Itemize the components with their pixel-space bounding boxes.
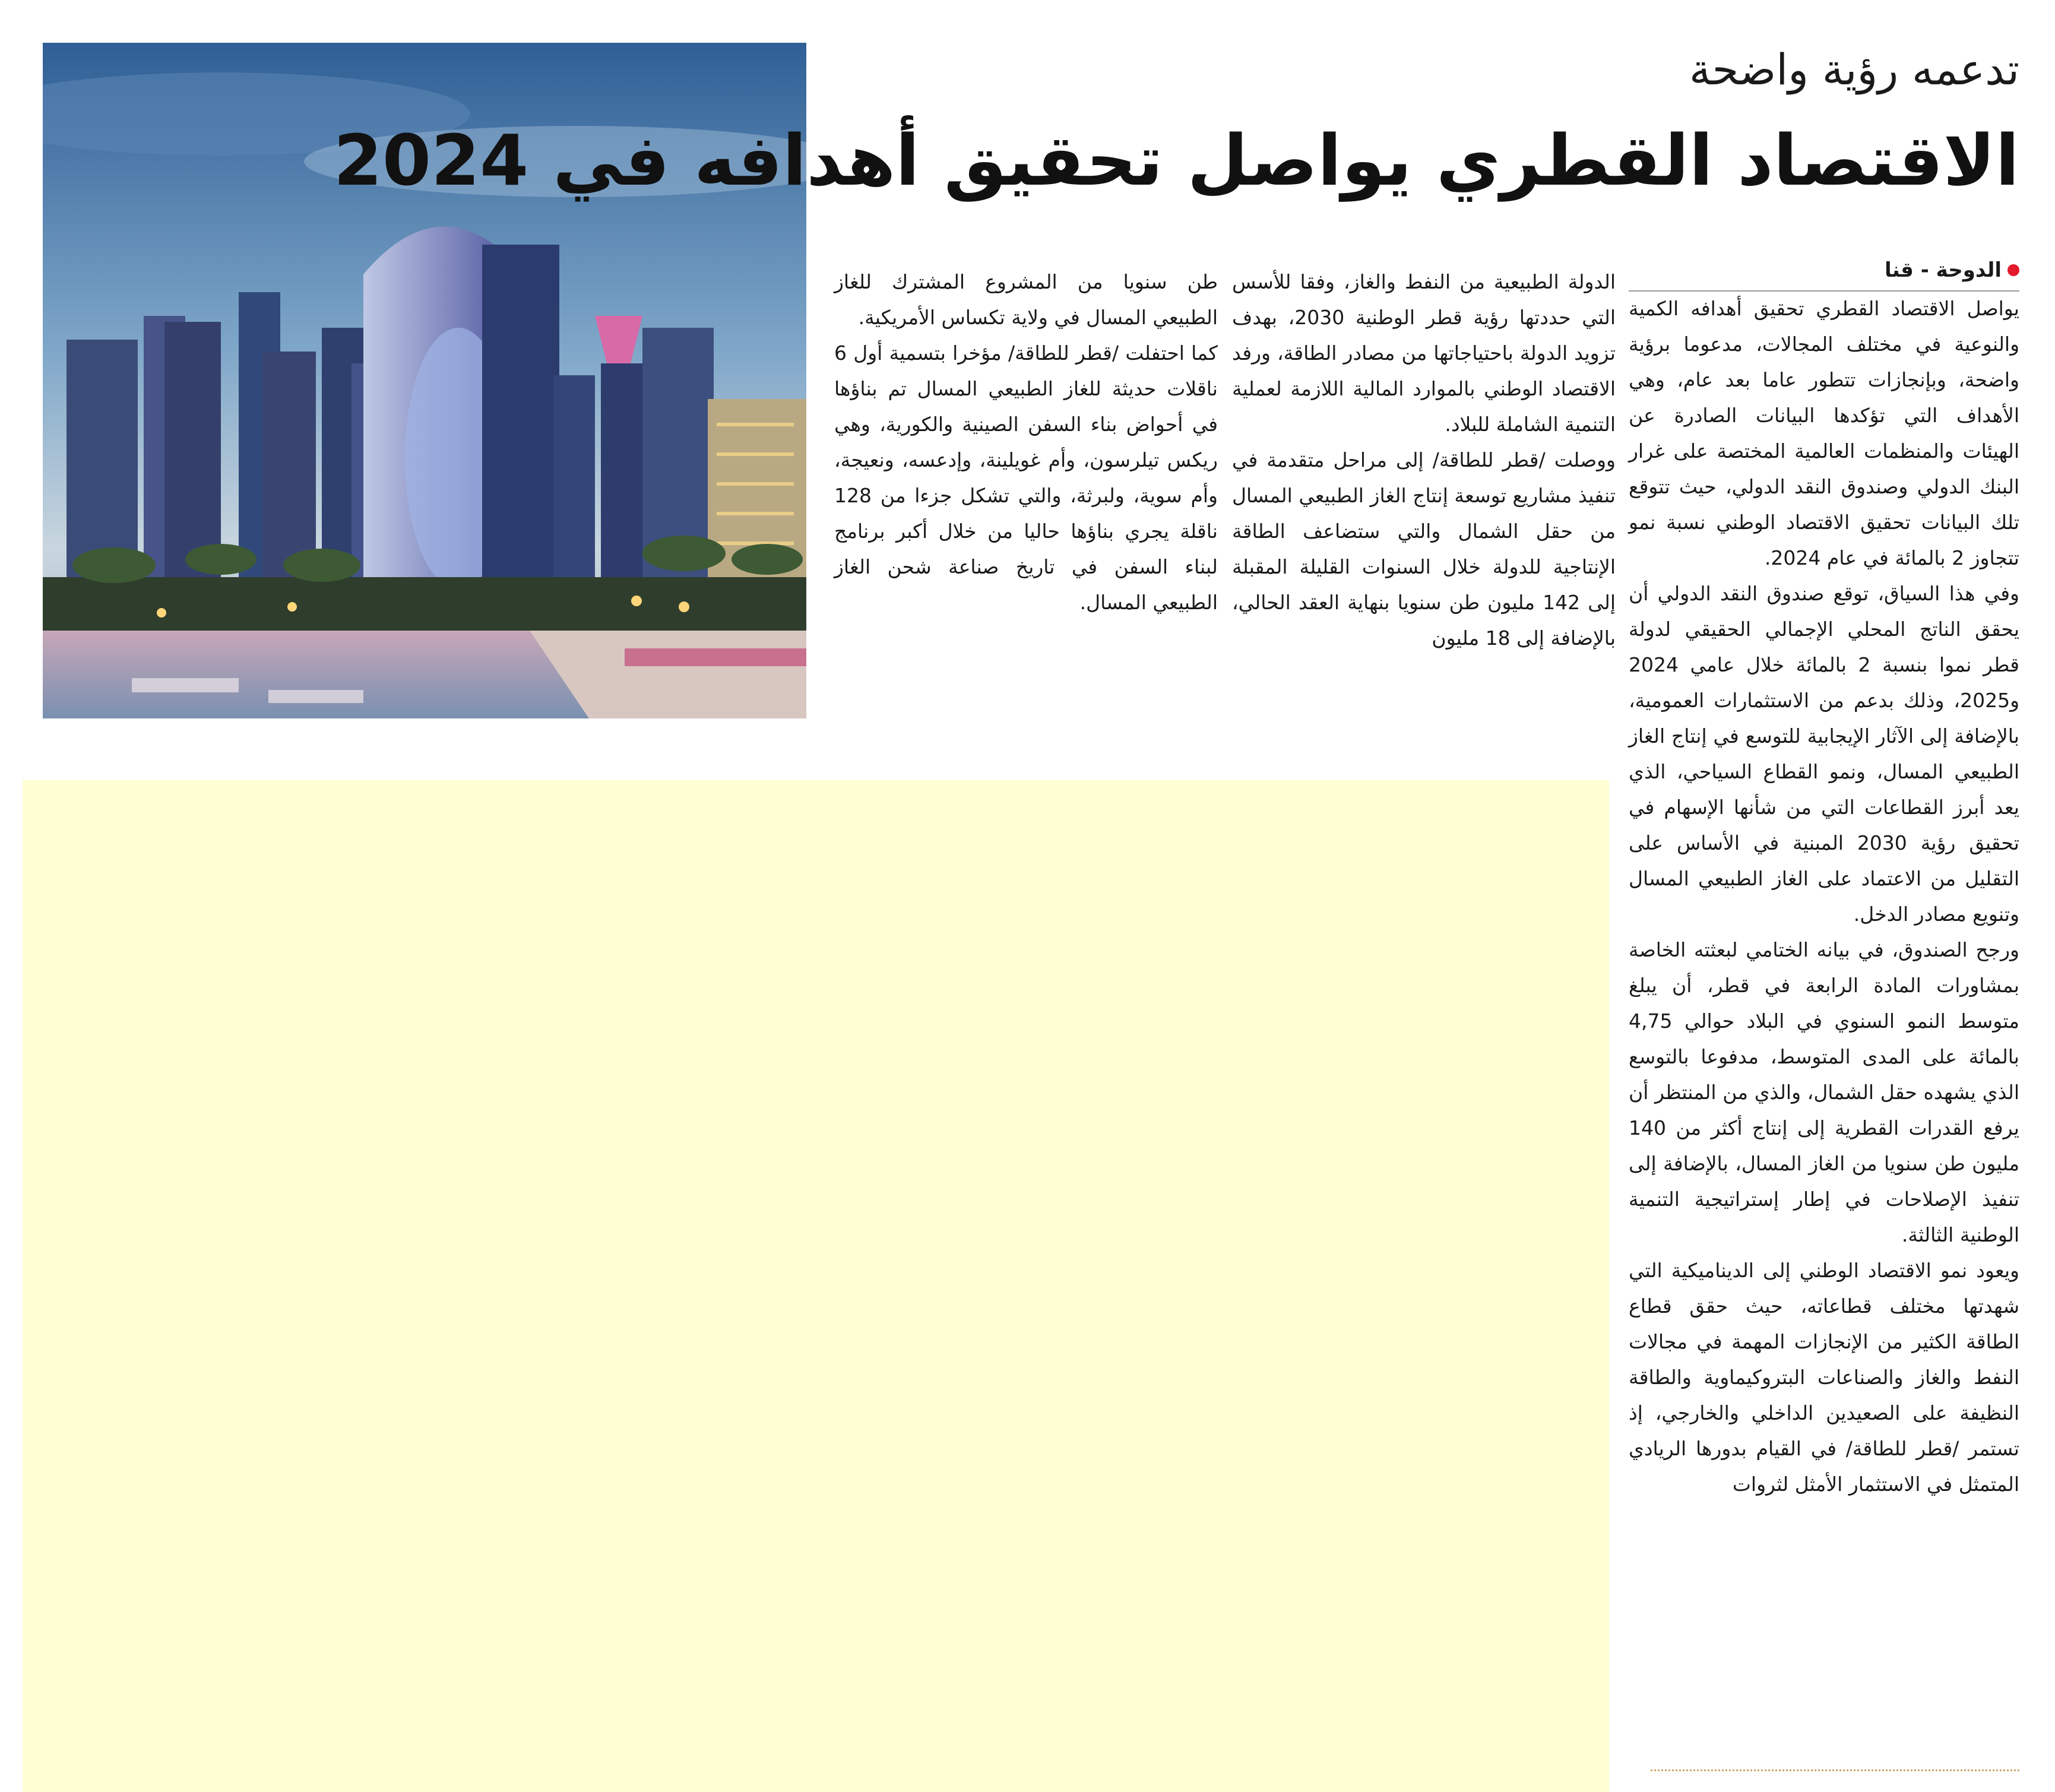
article-headline: الاقتصاد القطري يواصل تحقيق أهدافه في 2024: [333, 119, 2019, 201]
article-column-middle: [1232, 264, 1616, 656]
paragraph: كما احتفلت /قطر للطاقة/ مؤخرا بتسمية أول 6 ناقلات حديثة للغاز الطبيعي المسال تم بناؤها في أحواض بناء السفن الصينية والكورية، وهي ريكس تيلرسون، وأم غويلينة، وإدعسه، ونعيجة، وأم سوية، ولبرثة، والتي تشكل جزءا من 128 ناقلة يجري بناؤها حاليا من خلال أكبر برنامج لبناء السفن في تاريخ صناعة شحن الغاز الطبيعي المسال.: [834, 341, 1218, 614]
paragraph: ووصلت /قطر للطاقة/ إلى مراحل متقدمة في تنفيذ مشاريع توسعة إنتاج الغاز الطبيعي المسال من حقل الشمال والتي ستضاعف الطاقة الإنتاجية للدولة خلال السنوات القليلة المقبلة إلى 142 مليون طن سنويا بنهاية العقد الحالي، بالإضافة إلى 18 مليون: [1232, 448, 1616, 650]
article-column-right: [1629, 291, 2019, 1502]
ad-space-panel: [23, 780, 1609, 1792]
paragraph: ويعود نمو الاقتصاد الوطني إلى الديناميكية التي شهدتها مختلف قطاعاته، حيث حقق قطاع الطاقة الكثير من الإنجازات المهمة في مجالات النفط والغاز والصناعات البتروكيماوية والطاقة النظيفة على الصعيدين الداخلي والخارجي، إذ تستمر /قطر للطاقة/ في القيام بدورها الريادي المتمثل في الاستثمار الأمثل لثروات: [1629, 1259, 2019, 1496]
paragraph: طن سنويا من المشروع المشترك للغاز الطبيعي المسال في ولاية تكساس الأمريكية.: [834, 270, 1218, 329]
paragraph: الدولة الطبيعية من النفط والغاز، وفقا للأسس التي حددتها رؤية قطر الوطنية 2030، بهدف تزويد الدولة باحتياجاتها من مصادر الطاقة، ورفد الاقتصاد الوطني بالموارد المالية اللازمة لعملية التنمية الشاملة للبلاد.: [1232, 270, 1616, 436]
article-dateline: [1629, 258, 2019, 292]
paragraph: وفي هذا السياق، توقع صندوق النقد الدولي أن يحقق الناتج المحلي الإجمالي الحقيقي لدولة قطر نموا بنسبة 2 بالمائة خلال عامي 2024 و2025، وذلك بدعم من الاستثمارات العمومية، بالإضافة إلى الآثار الإيجابية للتوسع في إنتاج الغاز الطبيعي المسال، ونمو القطاع السياحي، الذي يعد أبرز القطاعات التي من شأنها الإسهام في تحقيق رؤية 2030 المبنية في الأساس على التقليل من الاعتماد على الغاز الطبيعي المسال وتنويع مصادر الدخل.: [1629, 582, 2020, 926]
dateline-text: الدوحة - قنا: [1884, 258, 2002, 282]
paragraph: يواصل الاقتصاد القطري تحقيق أهدافه الكمية والنوعية في مختلف المجالات، مدعوما برؤية واضحة، وبإنجازات تتطور عاما بعد عام، وهي الأهداف التي تؤكدها البيانات الصادرة عن الهيئات والمنظمات العالمية المختصة على غرار البنك الدولي وصندوق النقد الدولي، حيث تتوقع تلك البيانات تحقيق الاقتصاد الوطني نسبة نمو تتجاوز 2 بالمائة في عام 2024.: [1629, 297, 2019, 569]
column-end-divider: [1651, 1769, 2019, 1771]
article-kicker: تدعمه رؤية واضحة: [1689, 45, 2019, 94]
red-bullet-icon: [2007, 264, 2019, 276]
article-column-left: [834, 264, 1218, 620]
paragraph: ورجح الصندوق، في بيانه الختامي لبعثته الخاصة بمشاورات المادة الرابعة في قطر، أن يبلغ متوسط النمو السنوي في البلاد حوالي 4,75 بالمائة على المدى المتوسط، مدفوعا بالتوسع الذي يشهده حقل الشمال، والذي من المنتظر أن يرفع القدرات القطرية إلى إنتاج أكثر من 140 مليون طن سنويا من الغاز المسال، بالإضافة إلى تنفيذ الإصلاحات في إطار إستراتيجية التنمية الوطنية الثالثة.: [1629, 938, 2019, 1246]
